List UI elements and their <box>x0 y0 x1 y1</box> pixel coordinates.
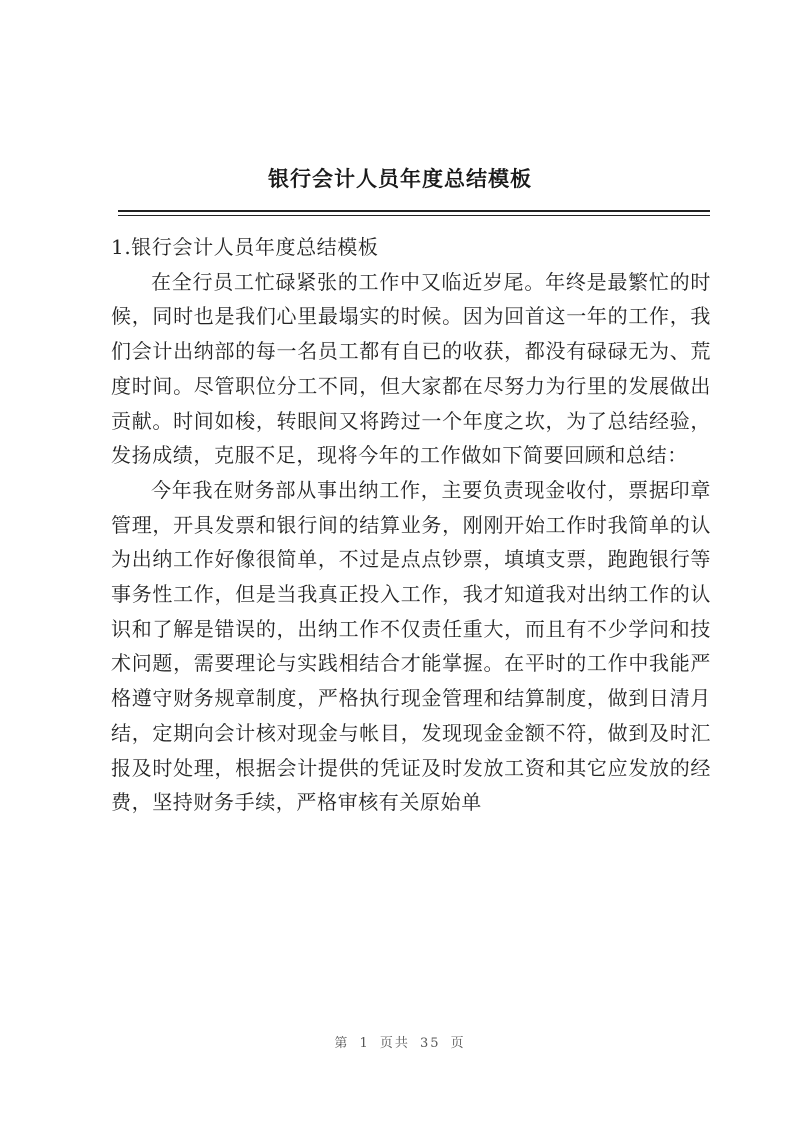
document-body <box>111 230 711 820</box>
paragraph-1: 在全行员工忙碌紧张的工作中又临近岁尾。年终是最繁忙的时候，同时也是我们心里最塌实的时候。因为回首这一年的工作，我们会计出纳部的每一名员工都有自已的收获，都没有碌碌无为、荒度时间。尽管职位分工不同，但大家都在尽努力为行里的发展做出贡献。时间如梭，转眼间又将跨过一个年度之坎，为了总结经验，发扬成绩，克服不足，现将今年的工作做如下简要回顾和总结： <box>111 269 711 468</box>
title-rule-thin <box>118 215 710 216</box>
document-title: 银行会计人员年度总结模板 <box>268 167 532 191</box>
title-rule-thick <box>118 210 710 212</box>
page-footer: 第 1 页共 35 页 <box>334 1036 466 1051</box>
section-heading: 1.银行会计人员年度总结模板 <box>111 235 379 259</box>
paragraph-2: 今年我在财务部从事出纳工作，主要负责现金收付，票据印章管理，开具发票和银行间的结算业务，刚刚开始工作时我简单的认为出纳工作好像很简单，不过是点点钞票，填填支票，跑跑银行等事务性工作，但是当我真正投入工作，我才知道我对出纳工作的认识和了解是错误的，出纳工作不仅责任重大，而且有不少学问和技术问题，需要理论与实践相结合才能掌握。在平时的工作中我能严格遵守财务规章制度，严格执行现金管理和结算制度，做到日清月结，定期向会计核对现金与帐目，发现现金金额不符，做到及时汇报及时处理，根据会计提供的凭证及时发放工资和其它应发放的经费，坚持财务手续，严格审核有关原始单 <box>111 477 711 815</box>
